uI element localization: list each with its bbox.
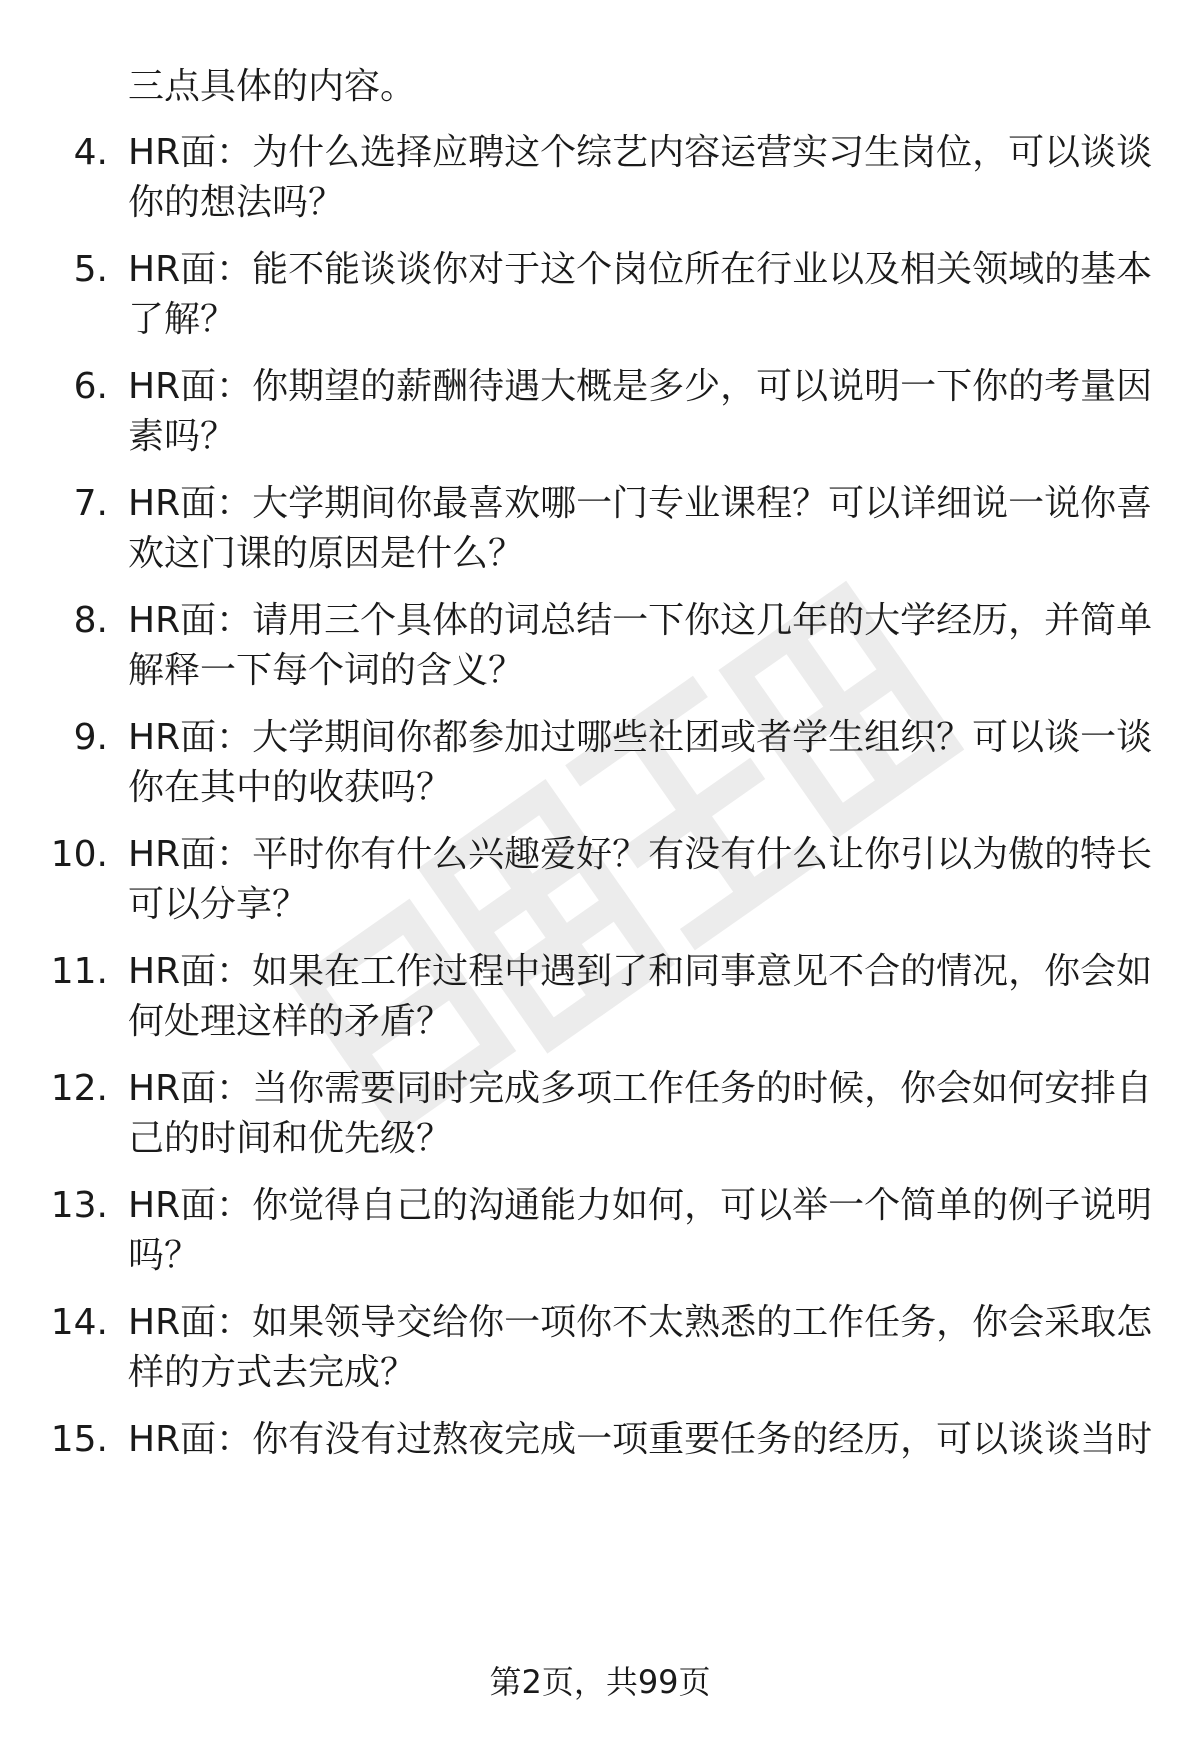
- question-text-line2: 你的想法吗？: [128, 182, 345, 223]
- continuation-text: 三点具体的内容。: [128, 66, 417, 107]
- question-item: [0, 479, 1200, 589]
- question-text-line2: 欢这门课的原因是什么？: [128, 533, 525, 574]
- question-number: 12.: [50, 1068, 108, 1109]
- question-number: 10.: [50, 834, 108, 875]
- question-item: [0, 830, 1200, 940]
- question-text-line1: HR面：如果领导交给你一项你不太熟悉的工作任务，你会采取怎: [128, 1302, 1153, 1343]
- question-item: [0, 713, 1200, 823]
- question-item: [0, 245, 1200, 355]
- question-text-line1: HR面：平时你有什么兴趣爱好？有没有什么让你引以为傲的特长: [128, 834, 1153, 875]
- question-item: [0, 128, 1200, 238]
- question-number: 14.: [50, 1302, 108, 1343]
- question-text-line2: 吗？: [128, 1235, 201, 1276]
- question-text-line2: 了解？: [128, 299, 237, 340]
- question-item: [0, 1415, 1200, 1525]
- question-text-line1: HR面：你期望的薪酬待遇大概是多少，可以说明一下你的考量因: [128, 366, 1153, 407]
- question-text-line1: HR面：当你需要同时完成多项工作任务的时候，你会如何安排自: [128, 1068, 1153, 1109]
- question-text-line2: 何处理这样的矛盾？: [128, 1001, 453, 1042]
- question-text-line1: HR面：你觉得自己的沟通能力如何，可以举一个简单的例子说明: [128, 1185, 1153, 1226]
- question-text-line2: 己的时间和优先级？: [128, 1118, 453, 1159]
- question-item: [0, 1181, 1200, 1291]
- question-item: [0, 596, 1200, 706]
- question-text-line2: 解释一下每个词的含义？: [128, 650, 525, 691]
- question-text-line1: HR面：大学期间你都参加过哪些社团或者学生组织？可以谈一谈: [128, 717, 1153, 758]
- question-text-line2: 样的方式去完成？: [128, 1352, 417, 1393]
- question-number: 13.: [50, 1185, 108, 1226]
- question-text-line1: HR面：你有没有过熬夜完成一项重要任务的经历，可以谈谈当时: [128, 1419, 1153, 1460]
- page-footer: 第2页，共99页: [489, 1663, 711, 1701]
- question-text-line1: HR面：请用三个具体的词总结一下你这几年的大学经历，并简单: [128, 600, 1153, 641]
- question-number: 4.: [73, 132, 108, 173]
- question-number: 9.: [73, 717, 108, 758]
- question-item: [0, 1064, 1200, 1174]
- question-number: 15.: [50, 1419, 108, 1460]
- question-number: 7.: [73, 483, 108, 524]
- question-item: [0, 1298, 1200, 1408]
- question-number: 5.: [73, 249, 108, 290]
- question-text-line1: HR面：能不能谈谈你对于这个岗位所在行业以及相关领域的基本: [128, 249, 1153, 290]
- question-text-line1: HR面：如果在工作过程中遇到了和同事意见不合的情况，你会如: [128, 951, 1153, 992]
- question-item: [0, 362, 1200, 472]
- question-text-line2: 你在其中的收获吗？: [128, 767, 453, 808]
- question-number: 11.: [50, 951, 108, 992]
- question-text-line1: HR面：大学期间你最喜欢哪一门专业课程？可以详细说一说你喜: [128, 483, 1153, 524]
- question-text-line2: 素吗？: [128, 416, 237, 457]
- question-item: [0, 947, 1200, 1057]
- question-number: 6.: [73, 366, 108, 407]
- question-number: 8.: [73, 600, 108, 641]
- question-text-line1: HR面：为什么选择应聘这个综艺内容运营实习生岗位，可以谈谈: [128, 132, 1153, 173]
- question-text-line2: 可以分享？: [128, 884, 309, 925]
